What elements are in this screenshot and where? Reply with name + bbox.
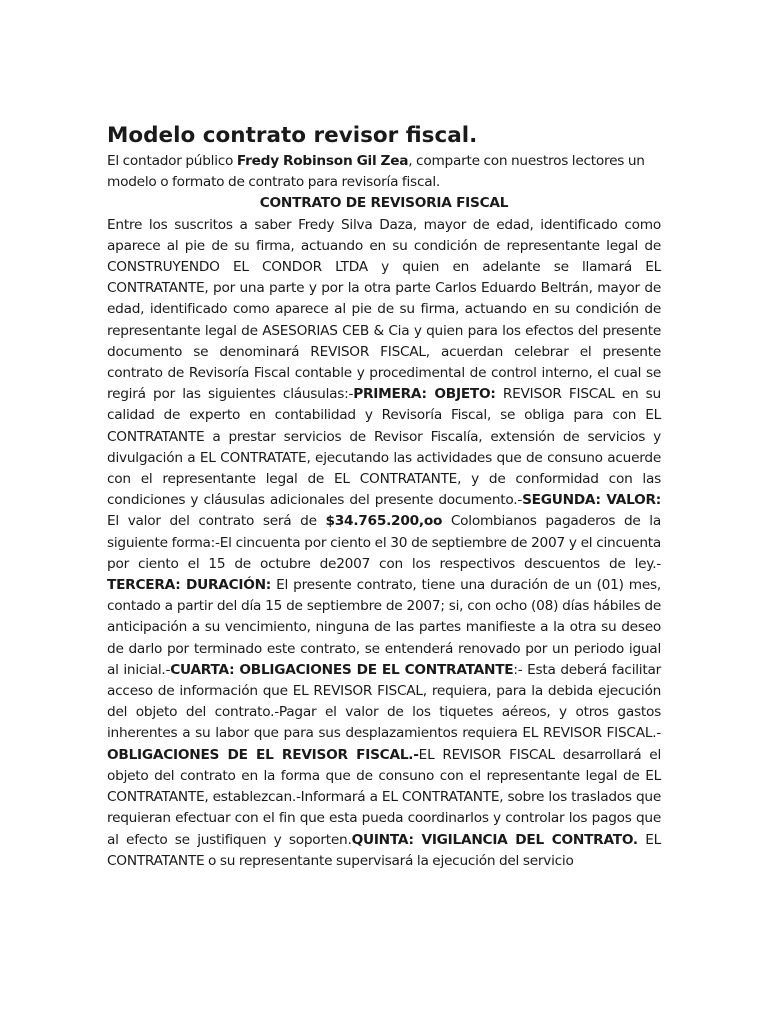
body-text: EL CONTRATANTE o su representante supervisará la ejecución del servicio	[107, 831, 661, 869]
clause-heading: SEGUNDA: VALOR:	[522, 492, 661, 509]
clause-heading: TERCERA: DURACIÓN:	[107, 577, 272, 594]
document-title: Modelo contrato revisor fiscal.	[107, 123, 478, 148]
clause-heading: CUARTA: OBLIGACIONES DE EL CONTRATANTE	[170, 661, 514, 678]
clause-heading: PRIMERA: OBJETO:	[353, 386, 496, 403]
body-text: El presente contrato, tiene una duración de un (01) mes, contado a partir del día 15 de septiembre de 2007; si, con ocho (08) días hábiles de anticipación a su vencimiento, ninguna de las partes manifieste a la otra su deseo de darlo por terminado este contrato, se entenderá renovado por un periodo igual al inicial.-	[107, 577, 661, 678]
intro-prefix: El contador público	[107, 153, 237, 169]
body-text: :- Esta deberá facilitar acceso de información que EL REVISOR FISCAL, requiera, para la debida ejecución del objeto del contrato.-Pagar el valor de los tiquetes aéreos, y otros gastos inherentes a su labor que para sus desplazamientos requiera EL REVISOR FISCAL.-	[107, 661, 661, 742]
body-text: REVISOR FISCAL en su calidad de experto en contabilidad y Revisoría Fiscal, se obliga para con EL CONTRATANTE a prestar servicios de Revisor Fiscalía, extensión de servicios y divulgación a EL CONTRATATE, ejecutando las actividades que de consuno acuerde con el representante legal de EL CONTRATANTE, y de conformidad con las condiciones y cláusulas adicionales del presente documento.-	[107, 386, 661, 509]
author-name: Fredy Robinson Gil Zea	[236, 153, 409, 169]
body-text: Entre los suscritos a saber Fredy Silva Daza, mayor de edad, identificado como aparece al pie de su firma, actuando en su condición de representante legal de CONSTRUYENDO EL CONDOR LTDA y quien en adelante se llamará EL CONTRATANTE, por una parte y por la otra parte Carlos Eduardo Beltrán, mayor de edad, identificado como aparece al pie de su firma, actuando en su condición de representante legal de ASESORIAS CEB & Cia y quien para los efectos del presente documento se denominará REVISOR FISCAL, acuerdan celebrar el presente contrato de Revisoría Fiscal contable y procedimental de control interno, el cual se regirá por las siguientes cláusulas:-	[107, 216, 661, 403]
contract-heading: CONTRATO DE REVISORIA FISCAL	[259, 195, 509, 212]
clause-heading: QUINTA: VIGILANCIA DEL CONTRATO.	[351, 831, 638, 848]
intro-suffix: , comparte con nuestros lectores un modelo o formato de contrato para revisoría fiscal.	[107, 153, 645, 191]
body-text: El valor del contrato será de	[107, 513, 326, 530]
contract-body	[107, 215, 661, 872]
document-page	[107, 121, 661, 872]
contract-amount: $34.765.200,oo	[325, 513, 443, 530]
body-text: EL REVISOR FISCAL desarrollará el objeto del contrato en la forma que de consuno con el representante legal de EL CONTRATANTE, establezcan.-Informará a EL CONTRATANTE, sobre los traslados que requieran efectuar con el fin que esta pueda coordinarlos y controlar los pagos que al efecto se justifiquen y soporten.	[107, 746, 661, 848]
clause-heading: OBLIGACIONES DE EL REVISOR FISCAL.-	[107, 746, 419, 763]
intro-paragraph	[107, 151, 661, 193]
body-text: Colombianos pagaderos de la siguiente forma:-El cincuenta por ciento el 30 de septiembre de 2007 y el cincuenta por ciento el 15 de octubre de2007 con los respectivos descuentos de ley.-	[107, 513, 661, 572]
